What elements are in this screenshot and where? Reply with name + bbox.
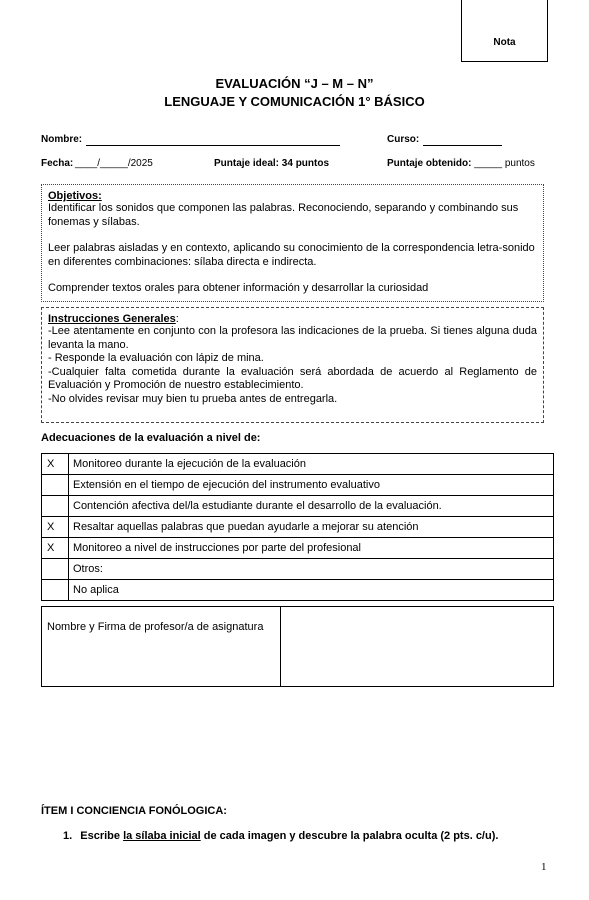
instruccion-item: -No olvides revisar muy bien tu prueba antes de entregarla. <box>48 392 338 405</box>
firma-table <box>41 606 554 687</box>
instrucciones-heading: Instrucciones Generales <box>48 313 176 325</box>
table-row <box>42 517 554 538</box>
instruccion-item: - Responde la evaluación con lápiz de mina. <box>48 352 264 364</box>
document-subtitle: LENGUAJE Y COMUNICACIÓN 1° BÁSICO <box>164 94 425 109</box>
fecha-field[interactable]: ____/_____/2025 <box>75 158 153 169</box>
objetivo-item: Comprender textos orales para obtener información y desarrollar la curiosidad <box>48 282 429 294</box>
document-title: EVALUACIÓN “J – M – N” <box>215 76 374 91</box>
instruction-post: de cada imagen y descubre la palabra oculta (2 pts. c/u). <box>200 830 499 842</box>
item-instruction <box>63 830 498 842</box>
table-row <box>42 607 554 687</box>
nombre-field[interactable] <box>86 145 340 146</box>
instruccion-item: -Cualquier falta cometida durante la evaluación será abordada de acuerdo al Reglamento de Evaluación y Promoción de nuestro establecimiento. <box>48 365 537 391</box>
puntaje-obtenido-field[interactable]: _____ <box>474 158 503 169</box>
grade-box <box>461 0 548 62</box>
checkbox-cell[interactable] <box>42 496 69 517</box>
page-number: 1 <box>541 861 547 873</box>
instruccion-item: -Lee atentamente en conjunto con la profesora las indicaciones de la prueba. Si tienes alguna duda levanta la mano. <box>48 325 537 351</box>
instrucciones-box <box>41 307 544 423</box>
adecuacion-text: Resaltar aquellas palabras que puedan ayudarle a mejorar su atención <box>69 517 554 538</box>
checkbox-cell[interactable] <box>42 475 69 496</box>
firma-label: Nombre y Firma de profesor/a de asignatura <box>42 607 281 687</box>
grade-box-label: Nota <box>493 37 516 48</box>
fecha-label: Fecha: <box>41 158 74 169</box>
objetivos-box <box>41 184 544 302</box>
table-row <box>42 559 554 580</box>
puntaje-obtenido-label: Puntaje obtenido: <box>387 158 472 169</box>
objetivos-heading: Objetivos: <box>48 190 102 202</box>
adecuacion-text: Monitoreo a nivel de instrucciones por parte del profesional <box>69 538 554 559</box>
checkbox-cell[interactable] <box>42 559 69 580</box>
instrucciones-heading-row: Instrucciones Generales: <box>48 313 179 325</box>
firma-field[interactable] <box>281 607 554 687</box>
curso-field[interactable] <box>423 145 502 146</box>
adecuacion-text: Contención afectiva del/la estudiante durante el desarrollo de la evaluación. <box>69 496 554 517</box>
adecuacion-text: No aplica <box>69 580 554 601</box>
puntaje-obtenido-row <box>387 158 535 169</box>
objetivo-item: Identificar los sonidos que componen las palabras. Reconociendo, separando y combinando sus fonemas y sílabas. <box>48 202 519 228</box>
table-row <box>42 454 554 475</box>
instruction-pre: Escribe <box>80 830 124 842</box>
table-row <box>42 538 554 559</box>
adecuacion-text: Monitoreo durante la ejecución de la evaluación <box>69 454 554 475</box>
puntaje-ideal: Puntaje ideal: 34 puntos <box>214 158 330 169</box>
checkbox-cell[interactable]: X <box>42 517 69 538</box>
table-row <box>42 496 554 517</box>
instruction-underlined: la sílaba inicial <box>123 830 201 842</box>
table-row <box>42 580 554 601</box>
nombre-label: Nombre: <box>41 134 83 145</box>
checkbox-cell[interactable]: X <box>42 454 69 475</box>
adecuacion-text: Extensión en el tiempo de ejecución del instrumento evaluativo <box>69 475 554 496</box>
table-row <box>42 475 554 496</box>
adecuaciones-heading: Adecuaciones de la evaluación a nivel de: <box>41 432 261 444</box>
checkbox-cell[interactable]: X <box>42 538 69 559</box>
objetivo-item: Leer palabras aisladas y en contexto, aplicando su conocimiento de la correspondencia letra-sonido en diferentes combinaciones: sílaba directa e indirecta. <box>48 242 535 268</box>
checkbox-cell[interactable] <box>42 580 69 601</box>
adecuacion-text: Otros: <box>69 559 554 580</box>
item-heading: ÍTEM I CONCIENCIA FONÓLOGICA: <box>41 805 227 817</box>
puntos-label: puntos <box>504 158 535 169</box>
adecuaciones-table <box>41 453 554 601</box>
curso-label: Curso: <box>387 134 420 145</box>
item-number: 1. <box>63 830 73 842</box>
